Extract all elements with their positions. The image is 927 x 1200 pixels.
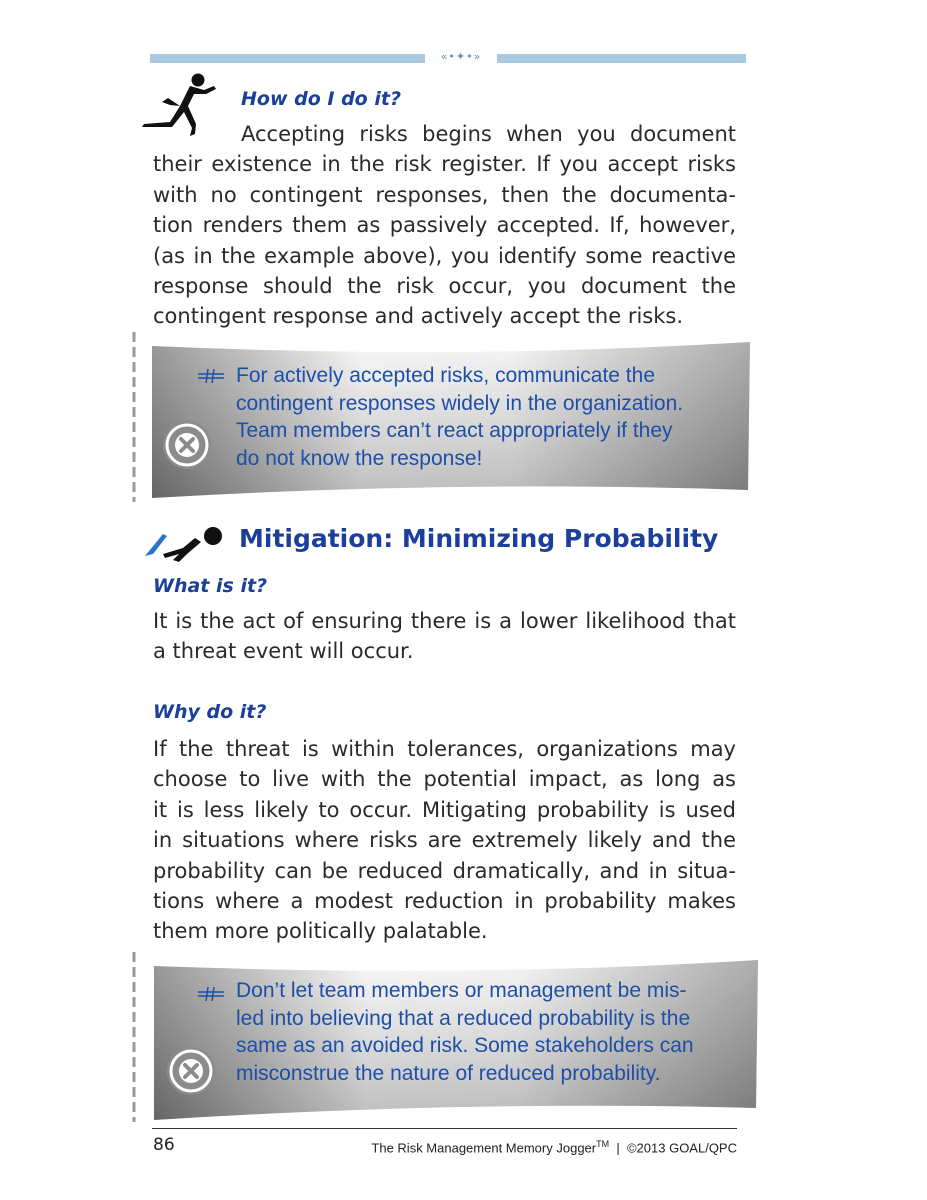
why-line: probability can be reduced dramatically, and in situa- — [153, 858, 736, 883]
x-circle-icon — [160, 418, 214, 472]
copyright: ©2013 GOAL/QPC — [626, 1140, 737, 1156]
callout-line: same as an avoided risk. Some stakeholders can — [236, 1034, 694, 1057]
hash-bullet-icon — [198, 368, 224, 387]
header-ornament: «•✦•» — [425, 49, 497, 65]
why-line: choose to live with the potential impact, as long as — [153, 767, 736, 792]
what-paragraph — [153, 606, 736, 667]
callout-line: led into believing that a reduced probability is the — [236, 1006, 691, 1030]
warning-callout — [130, 330, 752, 502]
section-title: Mitigation: Minimizing Probability — [239, 524, 719, 553]
x-circle-icon — [164, 1044, 218, 1098]
how-line: (as in the example above), you identify some reactive — [153, 243, 736, 268]
callout-edge-dashes — [130, 332, 138, 502]
what-line: It is the act of ensuring there is a lower likelihood that — [153, 609, 736, 633]
how-paragraph — [153, 119, 736, 332]
callout-line: do not know the response! — [236, 446, 483, 470]
callout-edge-dashes — [130, 952, 138, 1122]
callout-line: For actively accepted risks, communicate the — [236, 364, 655, 387]
how-line: Accepting risks begins when you document — [241, 122, 736, 146]
why-line: them more politically palatable. — [153, 919, 488, 944]
why-line: tions where a modest reduction in probability makes — [153, 889, 736, 914]
how-heading: How do I do it? — [241, 88, 401, 110]
callout-line: Team members can’t react appropriately if they — [236, 419, 673, 442]
sprinter-icon — [143, 524, 227, 564]
why-paragraph — [153, 734, 736, 947]
callout-text — [236, 977, 694, 1087]
what-line: a threat event will occur. — [153, 639, 414, 664]
trademark: TM — [596, 1139, 610, 1149]
why-line: If the threat is within tolerances, organizations may — [153, 737, 736, 761]
callout-line: contingent responses widely in the organization. — [236, 391, 684, 415]
footer-separator: | — [616, 1140, 620, 1156]
how-line: tion renders them as passively accepted. If, however, — [153, 213, 736, 238]
book-title: The Risk Management Memory Jogger — [371, 1140, 597, 1156]
why-line: it is less likely to occur. Mitigating probability is used — [153, 797, 736, 822]
callout-line: Don’t let team members or management be mis- — [236, 979, 687, 1002]
hash-bullet-icon — [198, 986, 224, 1005]
footer-rule — [152, 1128, 737, 1129]
warning-callout — [130, 948, 762, 1124]
what-heading: What is it? — [153, 575, 268, 597]
page-number: 86 — [153, 1135, 175, 1155]
callout-line: misconstrue the nature of reduced probability. — [236, 1061, 661, 1085]
why-line: in situations where risks are extremely likely and the — [153, 828, 736, 853]
why-heading: Why do it? — [153, 701, 267, 723]
how-line: response should the risk occur, you document the — [153, 274, 736, 299]
footer-credit — [371, 1139, 737, 1155]
how-line: with no contingent responses, then the documenta- — [153, 182, 736, 207]
how-line: their existence in the risk register. If you accept risks — [153, 152, 736, 177]
callout-text — [236, 362, 683, 472]
how-line: contingent response and actively accept the risks. — [153, 304, 684, 329]
